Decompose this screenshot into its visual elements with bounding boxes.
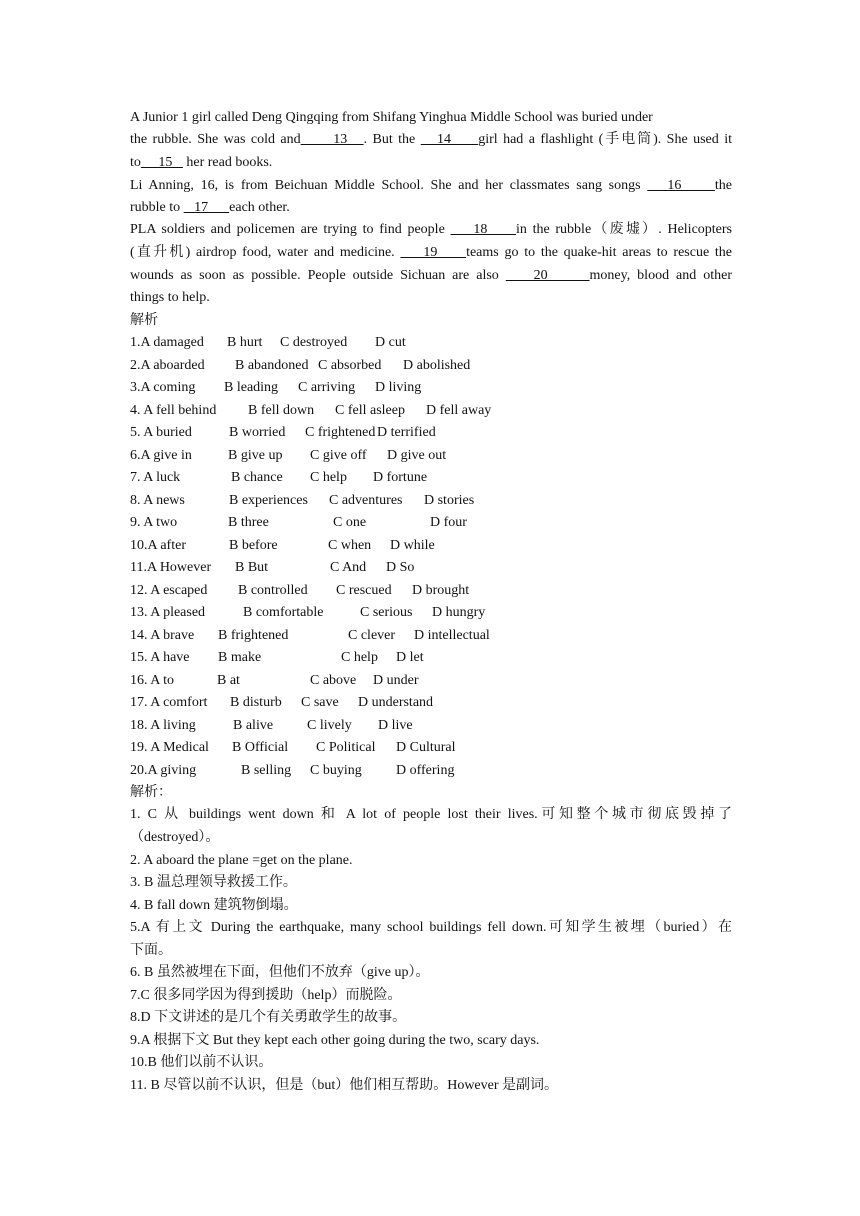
option-b: B three [228, 515, 269, 530]
option-d: D fortune [373, 470, 428, 485]
explanation-line: 6. B 虽然被埋在下面，但他们不放弃（give up）。 [130, 965, 430, 980]
explanation-line: 7.C 很多同学因为得到援助（help）而脱险。 [130, 988, 402, 1003]
option-b: B comfortable [243, 605, 324, 620]
explanation-line: 10.B 他们以前不认识。 [130, 1055, 273, 1070]
option-d: D let [396, 650, 424, 665]
passage-line: Li Anning, 16, is from Beichuan Middle School. She and her classmates sang songs 16 the [130, 178, 732, 193]
explanation-line: 下面。 [130, 943, 172, 958]
passage-line: to 15 her read books. [130, 155, 273, 170]
option-d: D under [373, 672, 419, 688]
option-a: 7. A luck [130, 470, 181, 485]
explanation-line: （destroyed）。 [130, 830, 220, 845]
option-d: D intellectual [414, 627, 490, 643]
option-a: 11.A However [130, 560, 212, 575]
explanation-line: 8.D 下文讲述的是几个有关勇敢学生的故事。 [130, 1010, 407, 1025]
option-b: B frightened [218, 627, 289, 643]
option-a: 6.A give in [130, 447, 192, 463]
option-b: B leading [224, 380, 279, 395]
passage-line: PLA soldiers and policemen are trying to find people 18 in the rubble（废墟）. Helicopters [130, 222, 732, 237]
option-a: 15. A have [130, 650, 190, 665]
option-d: D four [430, 515, 467, 530]
option-c: C serious [360, 605, 413, 620]
explanation-line: 11. B 尽管以前不认识，但是（but）他们相互帮助。However 是副词。 [130, 1078, 559, 1093]
option-c: C help [341, 650, 378, 665]
option-b: B selling [241, 762, 292, 778]
option-d: D abolished [403, 357, 471, 373]
option-b: B worried [229, 425, 286, 440]
option-a: 5. A buried [130, 425, 192, 440]
option-c: C buying [310, 762, 362, 778]
option-d: D living [375, 380, 422, 395]
option-c: C And [330, 560, 367, 575]
option-d: D live [378, 717, 413, 733]
option-b: B fell down [248, 402, 315, 418]
passage-line: things to help. [130, 290, 210, 305]
option-b: B chance [231, 470, 283, 485]
blank-17: 17 [183, 200, 230, 215]
option-d: D stories [424, 492, 475, 508]
option-d: D brought [412, 582, 470, 598]
option-c: C destroyed [280, 335, 348, 350]
option-c: C frightened [305, 425, 376, 440]
option-d: D Cultural [396, 740, 456, 755]
option-a: 16. A to [130, 672, 174, 688]
option-a: 10.A after [130, 537, 186, 553]
option-b: B disturb [230, 695, 282, 710]
option-a: 17. A comfort [130, 695, 208, 710]
option-c: C clever [348, 627, 396, 643]
passage-line: the rubble. She was cold and 13 . But the 14 girl had a flashlight (手电筒). She used it [130, 132, 732, 147]
passage-line: wounds as soon as possible. People outside Sichuan are also 20 money, blood and other [130, 268, 733, 283]
option-a: 4. A fell behind [130, 402, 217, 418]
explanation-line: 3. B 温总理领导救援工作。 [130, 875, 297, 890]
blank-14: 14 [420, 132, 479, 147]
option-c: C Political [316, 740, 376, 755]
option-b: B abandoned [235, 357, 309, 373]
option-c: C above [310, 672, 357, 688]
passage-line: rubble to 17 each other. [130, 200, 290, 215]
option-d: D So [386, 560, 415, 575]
blank-13: 13 [300, 132, 364, 147]
option-c: C save [301, 695, 339, 710]
explanation-line: 5.A 有上文 During the earthquake, many school buildings fell down.可知学生被埋（buried）在 [130, 920, 732, 935]
option-c: C arriving [298, 380, 356, 395]
explanation-line: 2. A aboard the plane =get on the plane. [130, 853, 353, 868]
option-b: B before [229, 537, 278, 553]
option-d: D cut [375, 335, 406, 350]
option-b: B But [235, 560, 269, 575]
blank-15: 15 [140, 155, 183, 170]
option-d: D terrified [377, 425, 436, 440]
blank-18: 18 [450, 222, 516, 237]
option-c: C rescued [336, 582, 392, 598]
option-d: D give out [387, 447, 447, 463]
option-c: C lively [307, 717, 352, 733]
option-c: C help [310, 470, 347, 485]
option-d: D understand [358, 695, 434, 710]
option-c: C fell asleep [335, 402, 405, 418]
blank-16: 16 [647, 178, 715, 193]
option-d: D while [390, 537, 435, 553]
option-c: C when [328, 537, 372, 553]
option-a: 20.A giving [130, 762, 197, 778]
option-b: B hurt [227, 335, 263, 350]
blank-19: 19 [400, 245, 467, 260]
option-b: B make [218, 650, 262, 665]
option-a: 3.A coming [130, 380, 196, 395]
option-d: D offering [396, 762, 455, 778]
option-d: D hungry [432, 605, 486, 620]
explanation-line: 9.A 根据下文 But they kept each other going during the two, scary days. [130, 1033, 540, 1048]
passage-line: A Junior 1 girl called Deng Qingqing from Shifang Yinghua Middle School was buried under [130, 110, 653, 125]
option-a: 13. A pleased [130, 605, 206, 620]
option-d: D fell away [426, 402, 492, 418]
section-heading: 解析 [130, 313, 158, 328]
option-a: 8. A news [130, 492, 185, 508]
option-a: 14. A brave [130, 627, 195, 643]
section-heading: 解析： [130, 785, 172, 800]
explanation-line: 4. B fall down 建筑物倒塌。 [130, 898, 298, 913]
option-b: B controlled [238, 582, 308, 598]
option-c: C one [333, 515, 367, 530]
option-b: B alive [233, 717, 274, 733]
option-a: 19. A Medical [130, 740, 209, 755]
option-b: B give up [228, 447, 283, 463]
option-c: C give off [310, 447, 367, 463]
option-c: C adventures [329, 492, 403, 508]
option-a: 2.A aboarded [130, 357, 205, 373]
passage-line: (直升机) airdrop food, water and medicine. 19 teams go to the quake-hit areas to rescue the [130, 245, 733, 260]
explanation-line: 1. C 从 buildings went down 和 A lot of people lost their lives.可知整个城市彻底毁掉了 [130, 807, 732, 822]
option-a: 1.A damaged [130, 335, 204, 350]
option-a: 9. A two [130, 515, 178, 530]
blank-20: 20 [505, 268, 590, 283]
option-b: B Official [232, 740, 289, 755]
option-b: B experiences [229, 492, 308, 508]
option-a: 12. A escaped [130, 582, 208, 598]
option-c: C absorbed [318, 357, 382, 373]
option-a: 18. A living [130, 717, 196, 733]
option-b: B at [217, 672, 240, 688]
